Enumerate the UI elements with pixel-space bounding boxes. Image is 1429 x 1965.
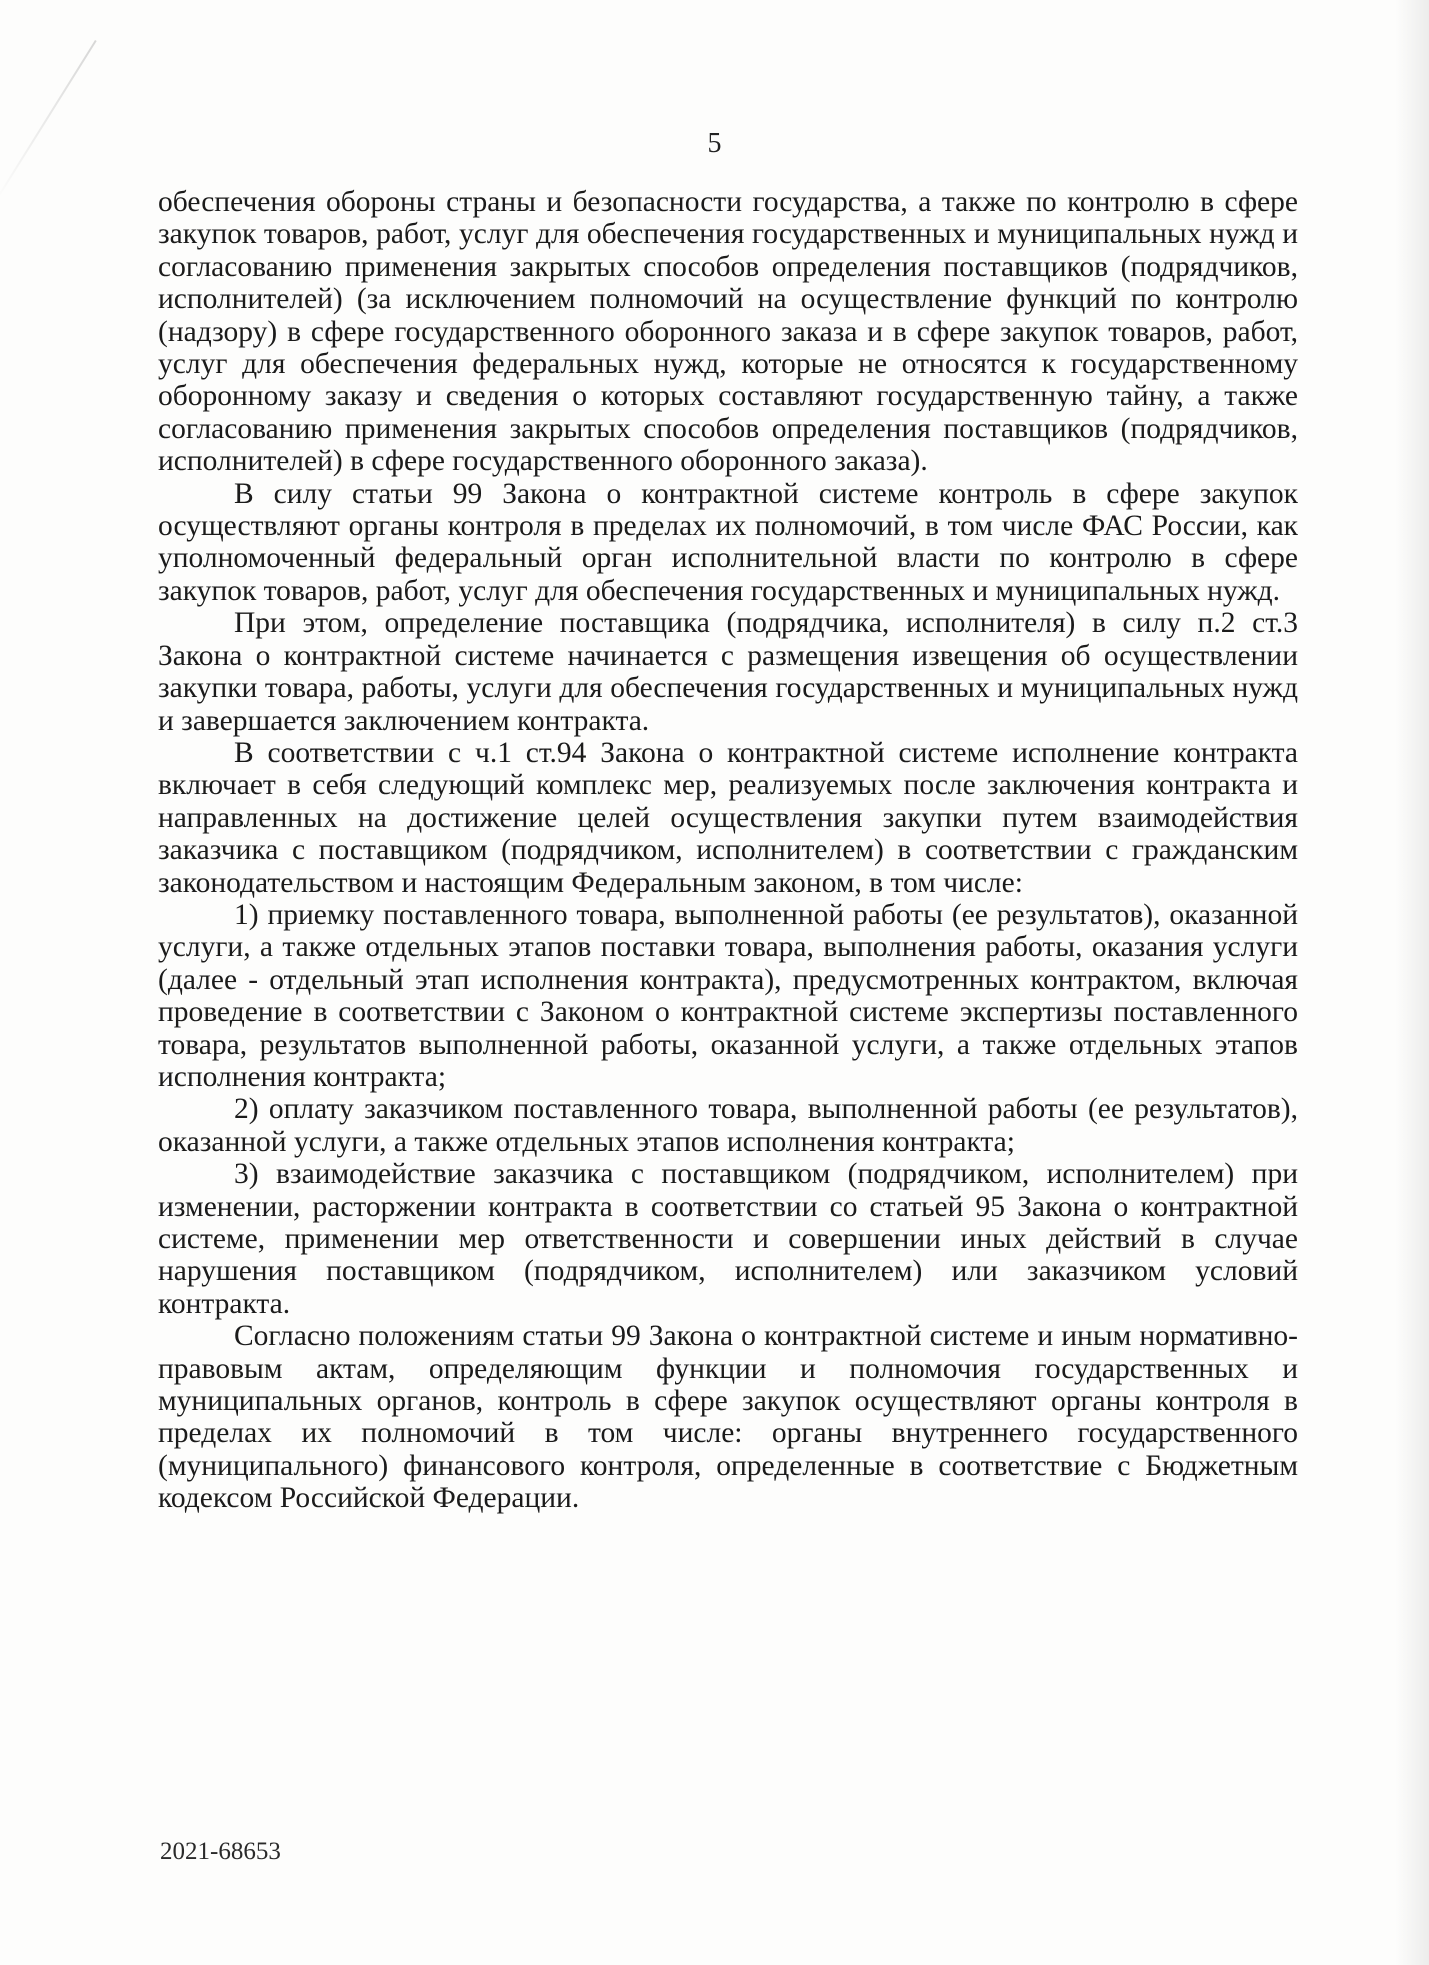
paragraph: В силу статьи 99 Закона о контрактной системе контроль в сфере закупок осуществляют органы контроля в пределах их полномочий, в том числе ФАС России, как уполномоченный федеральный орган исполнительной власти по контролю в сфере закупок товаров, работ, услуг для обеспечения государственных и муниципальных нужд. bbox=[158, 477, 1298, 607]
paragraph: Согласно положениям статьи 99 Закона о контрактной системе и иным нормативно-правовым актам, определяющим функции и полномочия государственных и муниципальных органов, контроль в сфере закупок осуществляют органы контроля в пределах их полномочий в том числе: органы внутреннего государственного (муниципального) финансового контроля, определенные в соответствие с Бюджетным кодексом Российской Федерации. bbox=[158, 1320, 1298, 1515]
list-item: 2) оплату заказчиком поставленного товара, выполненной работы (ее результатов), оказанной услуги, а также отдельных этапов исполнения контракта; bbox=[158, 1093, 1298, 1158]
list-item: 1) приемку поставленного товара, выполненной работы (ее результатов), оказанной услуги, а также отдельных этапов поставки товара, выполнения работы, оказания услуги (далее - отдельный этап исполнения контракта), предусмотренных контрактом, включая проведение в соответствии с Законом о контрактной системе экспертизы поставленного товара, результатов выполненной работы, оказанной услуги, а также отдельных этапов исполнения контракта; bbox=[158, 898, 1298, 1093]
document-number: 2021-68653 bbox=[160, 1838, 281, 1865]
list-item: 3) взаимодействие заказчика с поставщиком (подрядчиком, исполнителем) при изменении, расторжении контракта в соответствии со статьей 95 Закона о контрактной системе, применении мер ответственности и совершении иных действий в случае нарушения поставщиком (подрядчиком, исполнителем) или заказчиком условий контракта. bbox=[158, 1158, 1298, 1320]
paragraph: При этом, определение поставщика (подрядчика, исполнителя) в силу п.2 ст.3 Закона о контрактной системе начинается с размещения извещения об осуществлении закупки товара, работы, услуги для обеспечения государственных и муниципальных нужд и завершается заключением контракта. bbox=[158, 607, 1298, 737]
paragraph-continuation: обеспечения обороны страны и безопасности государства, а также по контролю в сфере закупок товаров, работ, услуг для обеспечения государственных и муниципальных нужд и согласованию применения закрытых способов определения поставщиков (подрядчиков, исполнителей) (за исключением полномочий на осуществление функций по контролю (надзору) в сфере государственного оборонного заказа и в сфере закупок товаров, работ, услуг для обеспечения федеральных нужд, которые не относятся к государственному оборонному заказу и сведения о которых составляют государственную тайну, а также согласованию применения закрытых способов определения поставщиков (подрядчиков, исполнителей) в сфере государственного оборонного заказа). bbox=[158, 186, 1298, 478]
page-number: 5 bbox=[707, 128, 722, 159]
scan-edge-shadow bbox=[1395, 0, 1429, 1965]
paragraph: В соответствии с ч.1 ст.94 Закона о контрактной системе исполнение контракта включает в себя следующий комплекс мер, реализуемых после заключения контракта и направленных на достижение целей осуществления закупки путем взаимодействия заказчика с поставщиком (подрядчиком, исполнителем) в соответствии с гражданским законодательством и настоящим Федеральным законом, в том числе: bbox=[158, 736, 1298, 899]
paper-fold-mark bbox=[0, 40, 97, 202]
document-body bbox=[158, 186, 1298, 1515]
